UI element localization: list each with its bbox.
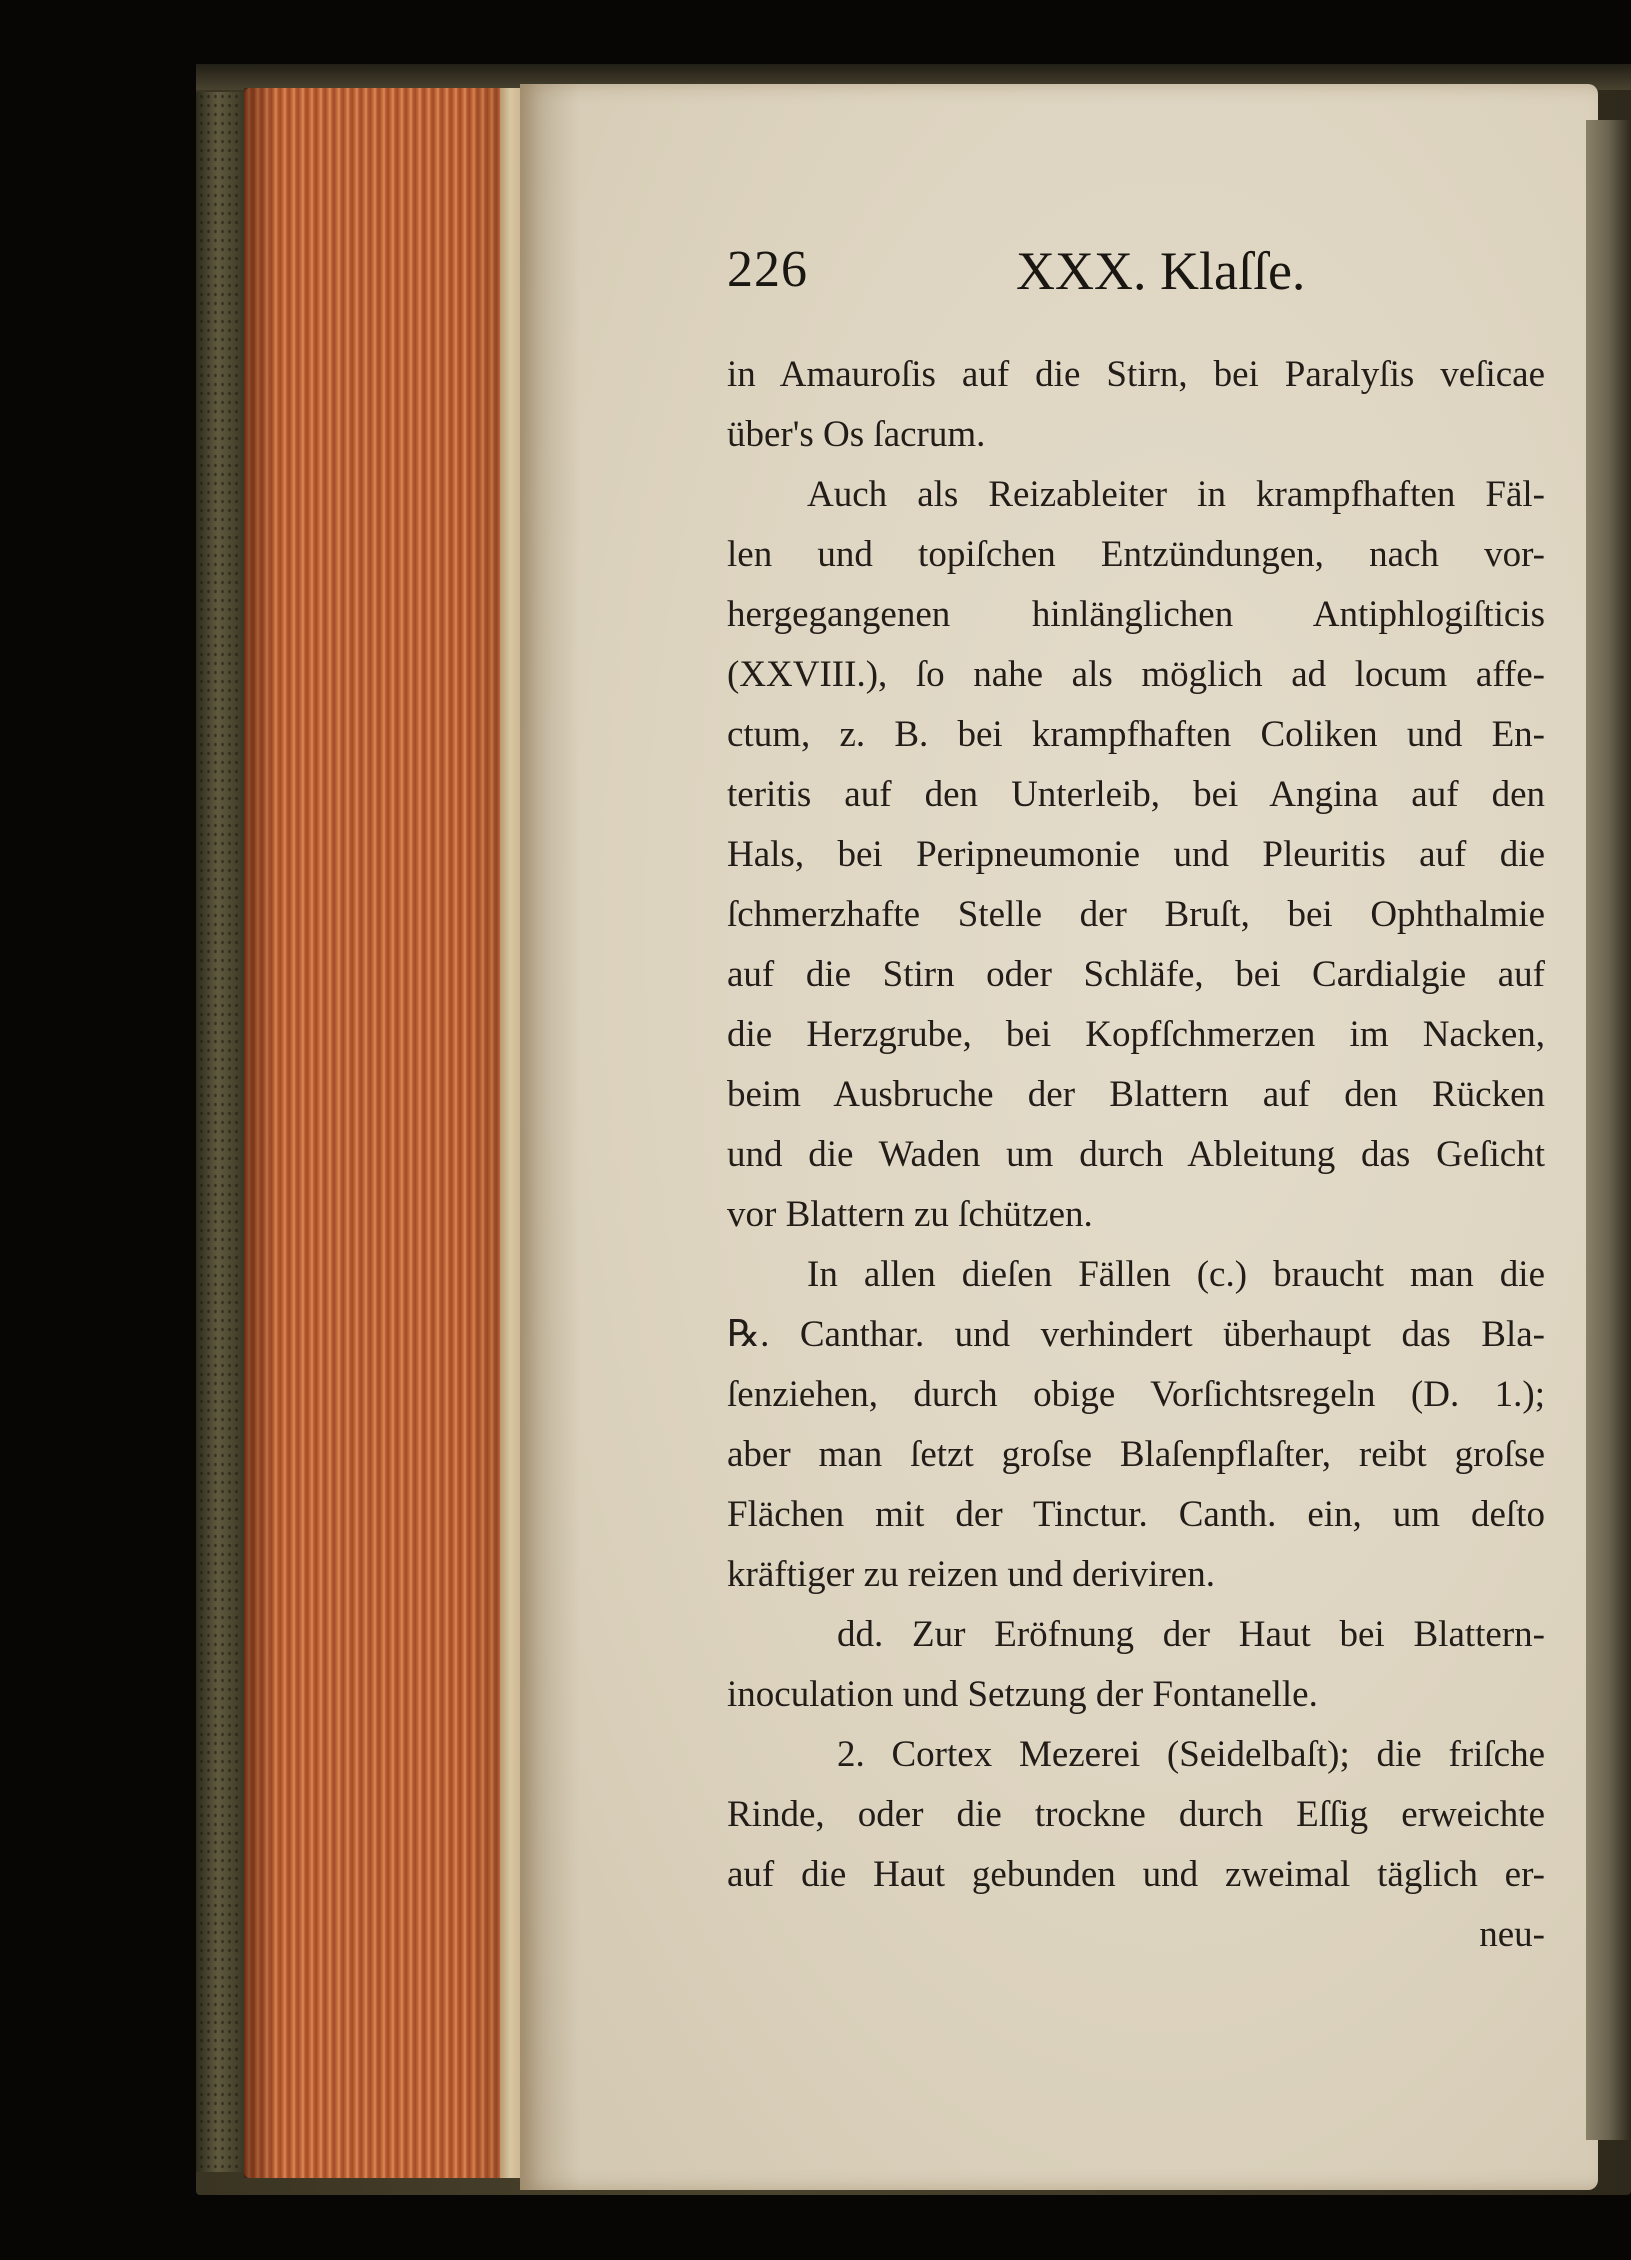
text-line: (XXVIII.), ſo nahe als möglich ad locum affe-	[727, 654, 1545, 695]
running-head	[727, 240, 1306, 310]
text-line: Hals, bei Peripneumonie und Pleuritis auf die	[727, 834, 1545, 875]
text-line: aber man ſetzt groſse Blaſenpflaſter, reibt groſse	[727, 1434, 1545, 1475]
text-line: In allen dieſen Fällen (c.) braucht man die	[807, 1254, 1545, 1295]
text-line: auf die Haut gebunden und zweimal täglich er-	[727, 1854, 1545, 1895]
text-line: Rinde, oder die trockne durch Eſſig erweichte	[727, 1794, 1545, 1835]
text-line: über's Os ſacrum.	[727, 414, 986, 455]
text-line: ſchmerzhafte Stelle der Bruſt, bei Ophthalmie	[727, 894, 1545, 935]
text-line: vor Blattern zu ſchützen.	[727, 1194, 1093, 1235]
text-line: die Herzgrube, bei Kopfſchmerzen im Nacken,	[727, 1014, 1545, 1055]
text-line: ſenziehen, durch obige Vorſichtsregeln (D. 1.);	[727, 1374, 1545, 1415]
catchword: neu-	[1479, 1914, 1545, 1955]
cover-speckle-texture	[198, 92, 242, 2172]
text-line: len und topiſchen Entzündungen, nach vor-	[727, 534, 1545, 575]
text-line: in Amauroſis auf die Stirn, bei Paralyſis veſicae	[727, 354, 1545, 395]
text-line: kräftiger zu reizen und deriviren.	[727, 1554, 1215, 1595]
text-line: teritis auf den Unterleib, bei Angina auf den	[727, 774, 1545, 815]
page-number: 226	[727, 241, 808, 298]
text-line: ctum, z. B. bei krampfhaften Coliken und En-	[727, 714, 1545, 755]
text-line: Auch als Reizableiter in krampfhaften Fäl-	[807, 474, 1545, 515]
text-line: hergegangenen hinlänglichen Antiphlogiſticis	[727, 594, 1545, 635]
text-line: dd. Zur Eröfnung der Haut bei Blattern-	[837, 1614, 1545, 1655]
page-edges-shading	[244, 88, 520, 2178]
next-page-edge	[1586, 120, 1631, 2140]
text-line: auf die Stirn oder Schläfe, bei Cardialgie auf	[727, 954, 1545, 995]
page-fold-shadow	[520, 84, 580, 2190]
running-title: XXX. Klaſſe.	[1016, 241, 1306, 301]
text-line: Flächen mit der Tinctur. Canth. ein, um deſto	[727, 1494, 1545, 1535]
text-line: und die Waden um durch Ableitung das Geſicht	[727, 1134, 1545, 1175]
text-line: inoculation und Setzung der Fontanelle.	[727, 1674, 1318, 1715]
text-line: 2. Cortex Mezerei (Seidelbaſt); die friſche	[837, 1734, 1545, 1775]
text-line: beim Ausbruche der Blattern auf den Rücken	[727, 1074, 1545, 1115]
text-line: ℞. Canthar. und verhindert überhaupt das Bla-	[727, 1314, 1545, 1355]
